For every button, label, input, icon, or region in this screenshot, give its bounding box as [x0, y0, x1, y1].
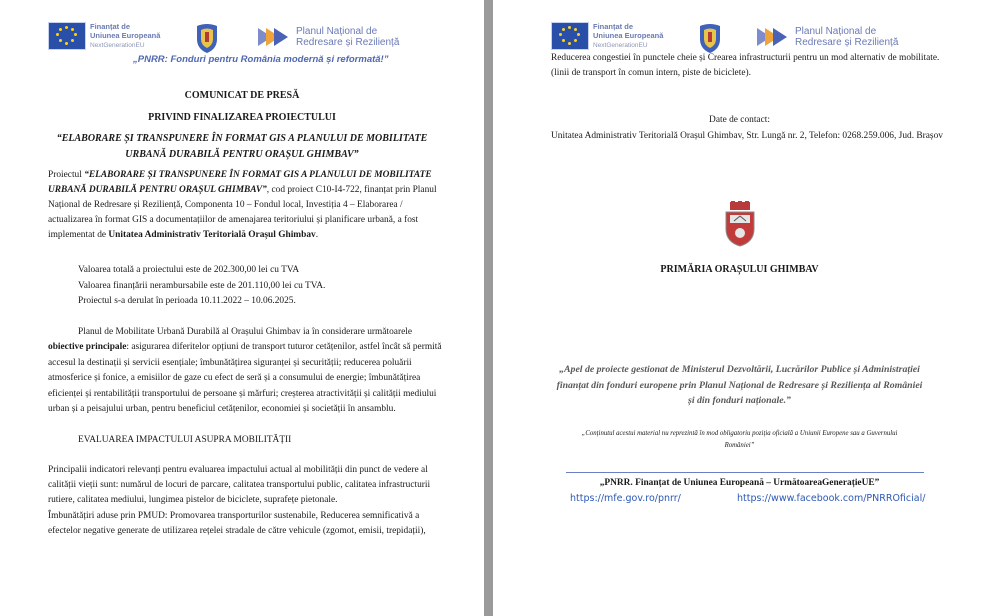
disclaimer-line2: României” — [724, 442, 755, 449]
project-title-line1: “ELABORARE ȘI TRANSPUNERE ÎN FORMAT GIS A PLANULUI DE MOBILITATE — [56, 133, 428, 144]
funding-call-line2: finanțat din fonduri europene prin Planul Național de Redresare și Reziliența al României — [556, 380, 923, 391]
page-gap — [484, 0, 493, 616]
eu-flag-icon — [48, 22, 86, 50]
town-hall-name: PRIMĂRIA ORAȘULUI GHIMBAV — [660, 264, 819, 275]
continued-text: (linii de transport în comun intern, piste de biciclete). — [551, 68, 751, 78]
p3-text: efectelor negative generate de utilizarea rețelei stradale de către vehicule (zgomot, emisii, trepidații), — [48, 526, 426, 536]
pnrr-logo — [258, 26, 399, 48]
p1-project-name-cont: URBANĂ DURABILĂ PENTRU ORAȘUL GHIMBAV” — [48, 185, 267, 195]
pnrr-text-line1: Planul Național de — [795, 26, 877, 37]
eu-flag-icon — [551, 22, 589, 50]
eu-text-line3: NextGenerationEU — [90, 42, 145, 49]
document-page-right — [493, 0, 986, 616]
continued-text: Reducerea congestiei în punctele cheie și Crearea infrastructurii pentru un mod alternativ de mobilitate. — [551, 53, 940, 63]
footer-title: „PNRR. Finanțat de Uniunea Europeană – UrmătoareaGenerațieUE” — [599, 478, 880, 488]
eu-logo — [551, 22, 663, 50]
slogan: „PNRR: Fonduri pentru România modernă și reformată!” — [133, 54, 389, 65]
p2-text: eficienței și rentabilității transportului de persoane și mărfuri; creșterea atractivității și calității mediului — [48, 389, 437, 399]
p3-text: rutiere, calitatea mediului, lungimea pistelor de biciclete, suprafețe pietonale. — [48, 495, 338, 505]
pnrr-mark-icon — [258, 26, 292, 48]
eu-text-line1: Finanțat de — [90, 22, 131, 31]
beneficiary-name: Unitatea Administrativ Teritorială Orașul Ghimbav — [108, 230, 316, 240]
pnrr-text-line2: Redresare și Reziliență — [795, 37, 899, 48]
facebook-pnrr-link[interactable]: https://www.facebook.com/PNRROficial/ — [737, 493, 926, 504]
press-release-subtitle: PRIVIND FINALIZAREA PROIECTULUI — [148, 112, 336, 123]
p2-text: Planul de Mobilitate Urbană Durabilă al Orașului Ghimbav ia în considerare următoarele — [78, 327, 413, 337]
romania-crest-icon — [194, 22, 220, 54]
mfe-pnrr-link[interactable]: https://mfe.gov.ro/pnrr/ — [570, 493, 681, 504]
p2-text: accesul la destinații și servicii esențiale; îmbunătățirea siguranței și securității; reducerea poluării — [48, 358, 412, 368]
romania-crest-icon — [697, 22, 723, 54]
eu-text-line3: NextGenerationEU — [593, 42, 648, 49]
eu-text-line2: Uniunea Europeană — [593, 31, 664, 40]
contact-details: Unitatea Administrativ Teritorială Orașul Ghimbav, Str. Lungă nr. 2, Telefon: 0268.259.006, Jud. Brașov — [551, 131, 943, 141]
eu-logo — [48, 22, 160, 50]
pnrr-text-line2: Redresare și Reziliență — [296, 37, 400, 48]
p2-text: atmosferice și fonice, a emisiilor de gaze cu efect de seră și a consumului de energie; îmbunătățirea — [48, 373, 421, 383]
p3-text: Principalii indicatori relevanți pentru evaluarea impactului actual al mobilității din punct de vedere al — [48, 465, 428, 475]
header-logos — [48, 22, 468, 56]
p2-text: urban și a peisajului urban, pentru beneficiul cetățenilor, economiei și societății în ansamblu. — [48, 404, 396, 414]
grant-value: Valoarea finanțării nerambursabile este de 201.110,00 lei cu TVA. — [78, 281, 326, 291]
pnrr-logo — [757, 26, 898, 48]
p1-text: . — [315, 230, 319, 240]
p1-text: actualizarea în format GIS a documentațiilor de amenajarea teritoriului și planificare urbană, a fost — [48, 215, 419, 225]
project-title-line2: URBANĂ DURABILĂ PENTRU ORAȘUL GHIMBAV” — [125, 149, 359, 160]
p1-text: Național de Redresare și Reziliență, Componenta 10 – Fondul local, Investiția 4 – Elaborarea / — [48, 200, 403, 210]
objectives-label: obiective principale — [48, 342, 127, 352]
footer-divider — [566, 472, 924, 473]
p1-text: , cod proiect C10-I4-722, finanțat prin Planul — [266, 185, 437, 195]
contact-label: Date de contact: — [709, 115, 770, 125]
p3-text: calității vieții sunt: numărul de locuri de parcare, calitatea transportului public, calitatea infrastructurii — [48, 480, 431, 490]
eu-text-line1: Finanțat de — [593, 22, 634, 31]
funding-call-line1: „Apel de proiecte gestionat de Ministerul Dezvoltării, Lucrărilor Publice și Administrației — [559, 364, 920, 375]
project-period: Proiectul s-a derulat în perioada 10.11.2022 – 10.06.2025. — [78, 296, 296, 306]
document-page-left — [0, 0, 484, 616]
p3-text: Îmbunătățiri aduse prin PMUD: Promovarea transporturilor sustenabile, Reducerea semnificativă a — [48, 511, 420, 521]
ghimbav-coat-of-arms-icon — [724, 201, 756, 247]
total-value: Valoarea totală a proiectului este de 202.300,00 lei cu TVA — [78, 265, 300, 275]
impact-heading: EVALUAREA IMPACTULUI ASUPRA MOBILITĂȚII — [78, 435, 292, 445]
eu-text-line2: Uniunea Europeană — [90, 31, 161, 40]
disclaimer-line1: „Conținutul acestui material nu reprezintă în mod obligatoriu poziția oficială a Uniunii Europene sau a Guvernului — [581, 430, 898, 437]
p2-text: : asigurarea diferitelor opțiuni de transport tuturor cetățenilor, astfel încât să permită — [126, 342, 442, 352]
p1-text: Proiectul — [48, 170, 85, 180]
funding-call-line3: și din fonduri naționale.” — [688, 395, 791, 406]
press-release-title: COMUNICAT DE PRESĂ — [184, 90, 300, 101]
pnrr-text-line1: Planul Național de — [296, 26, 378, 37]
pnrr-mark-icon — [757, 26, 791, 48]
p1-text: implementat de — [48, 230, 109, 240]
p1-project-name: “ELABORARE ȘI TRANSPUNERE ÎN FORMAT GIS A PLANULUI DE MOBILITATE — [84, 170, 432, 180]
